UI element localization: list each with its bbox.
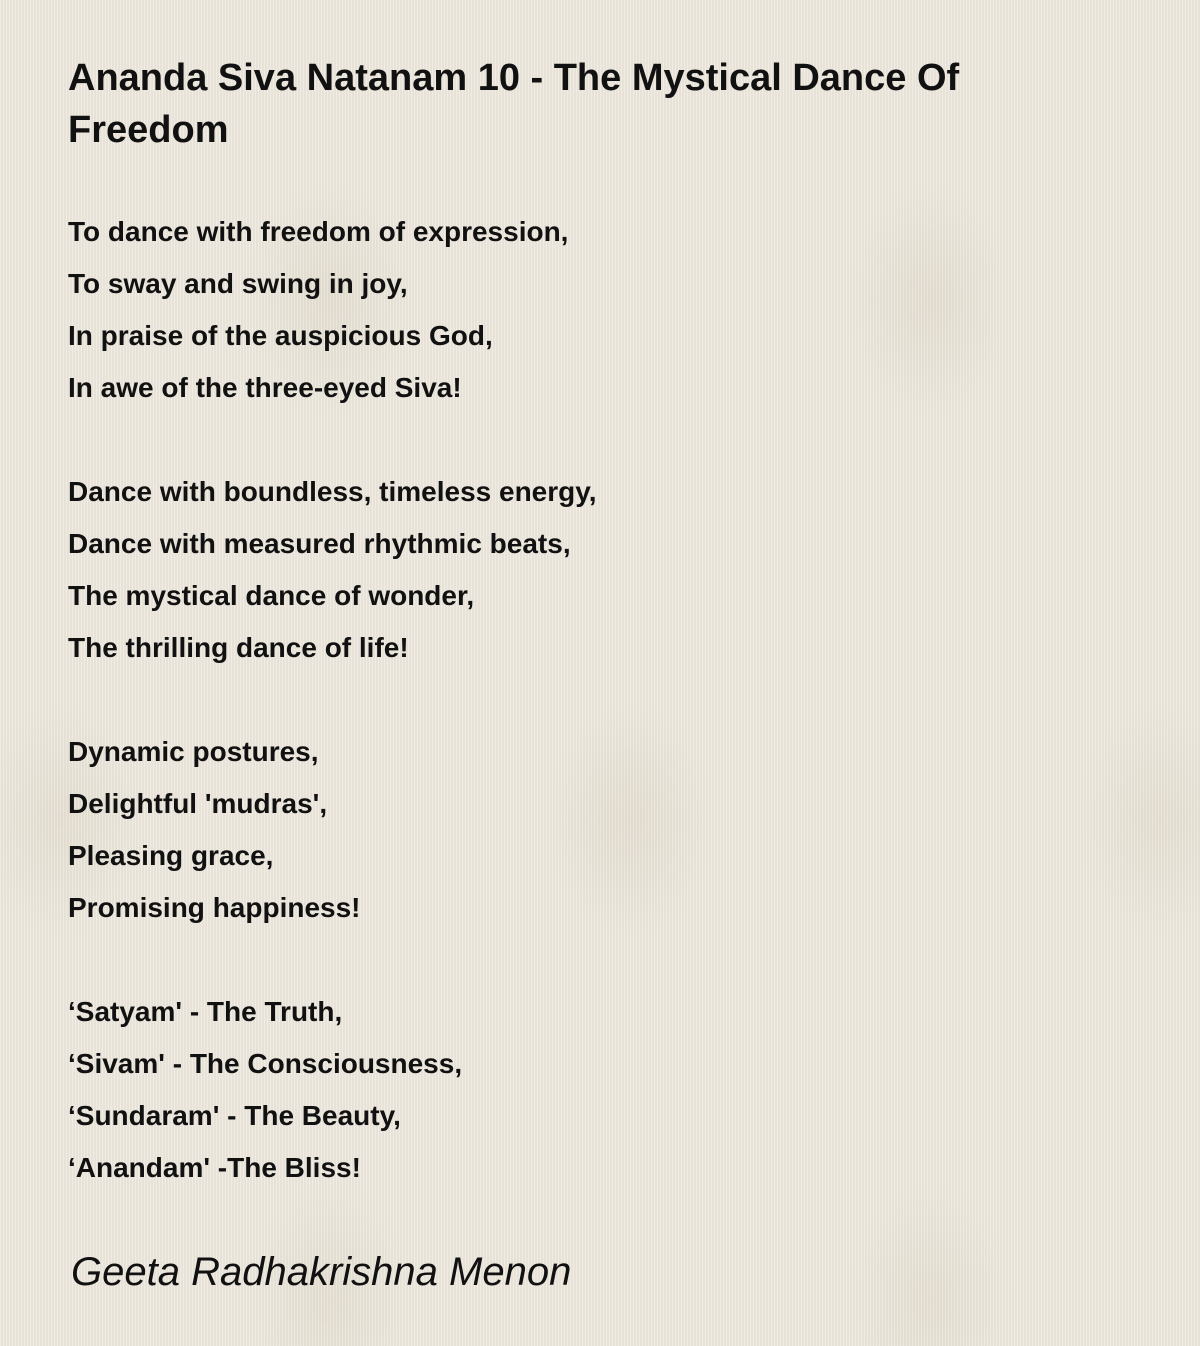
poem-line: Dance with boundless, timeless energy, — [68, 476, 597, 507]
poem-title: Ananda Siva Natanam 10 - The Mystical Dance Of Freedom — [68, 57, 960, 151]
poem-line: To sway and swing in joy, — [68, 268, 408, 299]
poem-author: Geeta Radhakrishna Menon — [71, 1250, 572, 1294]
poem-line: Delightful 'mudras', — [68, 788, 328, 819]
stanza-3 — [68, 726, 1128, 934]
poem-line: ‘Sivam' - The Consciousness, — [68, 1048, 463, 1079]
poem-line: Promising happiness! — [68, 892, 361, 923]
poem-line: To dance with freedom of expression, — [68, 216, 569, 247]
poem-line: ‘Anandam' -The Bliss! — [68, 1152, 361, 1183]
poem-body — [68, 206, 1128, 1246]
poem-line: ‘Satyam' - The Truth, — [68, 996, 343, 1027]
stanza-2 — [68, 466, 1128, 674]
stanza-1 — [68, 206, 1128, 414]
poem-line: Pleasing grace, — [68, 840, 274, 871]
poem-line: Dance with measured rhythmic beats, — [68, 528, 571, 559]
stanza-4 — [68, 986, 1128, 1194]
poem-line: The mystical dance of wonder, — [68, 580, 475, 611]
poem-line: The thrilling dance of life! — [68, 632, 409, 663]
poem-line: Dynamic postures, — [68, 736, 319, 767]
poem-line: In praise of the auspicious God, — [68, 320, 493, 351]
poem-line: ‘Sundaram' - The Beauty, — [68, 1100, 401, 1131]
poem-line: In awe of the three-eyed Siva! — [68, 372, 462, 403]
